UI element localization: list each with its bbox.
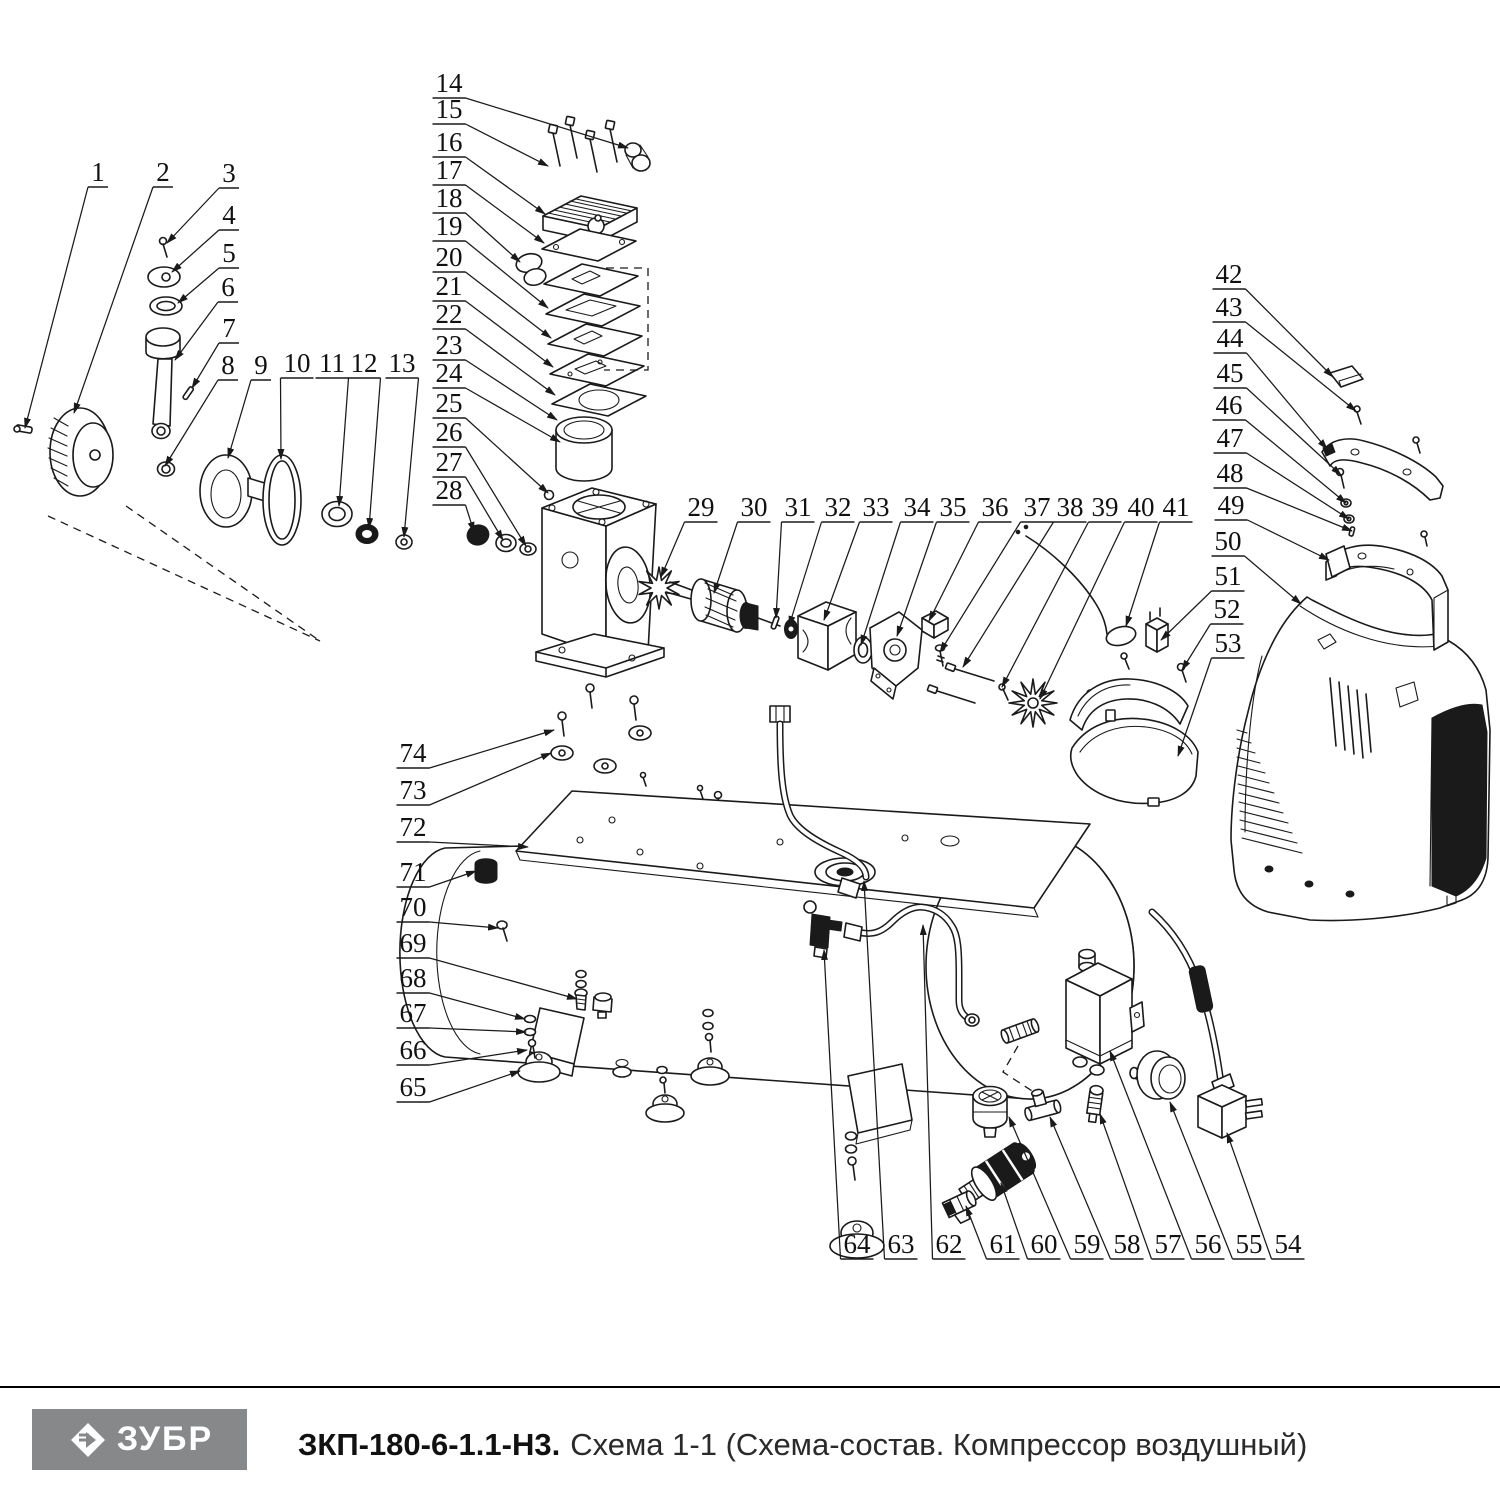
part-head-bolts-15 (548, 116, 617, 172)
svg-text:38: 38 (1056, 492, 1084, 522)
svg-text:6: 6 (221, 272, 235, 302)
svg-text:39: 39 (1091, 492, 1119, 522)
svg-text:30: 30 (740, 492, 768, 522)
svg-text:12: 12 (350, 348, 378, 378)
part-gasket-20 (546, 294, 640, 326)
part-piston-rod-6 (146, 328, 180, 439)
part-housing-50 (1231, 597, 1490, 921)
svg-text:37: 37 (1023, 492, 1051, 522)
svg-text:50: 50 (1214, 526, 1242, 556)
schema-title (298, 1388, 1307, 1500)
part-bushing-71 (475, 859, 497, 884)
svg-text:62: 62 (935, 1229, 963, 1259)
part-key-31 (771, 616, 780, 630)
svg-text:69: 69 (399, 928, 427, 958)
svg-text:23: 23 (435, 330, 463, 360)
svg-text:28: 28 (435, 475, 463, 505)
model-number: ЗКП-180-6-1.1-Н3. (298, 1427, 561, 1462)
svg-text:47: 47 (1216, 423, 1244, 453)
callout-11 (316, 348, 349, 506)
svg-text:61: 61 (989, 1229, 1017, 1259)
svg-text:67: 67 (399, 998, 427, 1028)
svg-text:54: 54 (1274, 1229, 1302, 1259)
part-reed-plate-22 (550, 354, 644, 386)
part-screw-39 (999, 684, 1008, 700)
callout-10 (281, 348, 314, 459)
part-washer-13 (396, 535, 412, 549)
part-rubber-foot-b (646, 1095, 684, 1122)
svg-text:13: 13 (388, 348, 416, 378)
svg-text:16: 16 (435, 127, 463, 157)
callout-72 (397, 812, 529, 847)
svg-text:49: 49 (1217, 490, 1245, 520)
svg-text:18: 18 (435, 183, 463, 213)
part-ring-10 (263, 455, 301, 545)
svg-text:53: 53 (1214, 628, 1242, 658)
svg-text:21: 21 (435, 271, 463, 301)
svg-text:3: 3 (222, 158, 236, 188)
svg-text:9: 9 (254, 350, 268, 380)
part-mount-hardware-73-74 (551, 684, 722, 808)
part-valve-plate-19 (544, 264, 638, 296)
callout-28 (433, 475, 475, 532)
part-pad-42 (1330, 366, 1363, 387)
svg-text:31: 31 (784, 492, 812, 522)
footer (0, 1386, 1500, 1500)
svg-text:60: 60 (1030, 1229, 1058, 1259)
svg-text:2: 2 (156, 157, 170, 187)
svg-text:36: 36 (981, 492, 1009, 522)
svg-text:29: 29 (687, 492, 715, 522)
svg-text:66: 66 (399, 1035, 427, 1065)
part-seal-ring-5 (150, 297, 182, 315)
callout-12 (348, 348, 381, 528)
part-screw-37 (936, 645, 945, 666)
brand-name: ЗУБР (116, 1420, 214, 1458)
part-fan-pulley-2 (48, 408, 113, 496)
svg-text:71: 71 (399, 857, 427, 887)
svg-text:70: 70 (399, 892, 427, 922)
part-cylinder-sleeve-24 (556, 417, 612, 481)
svg-text:17: 17 (435, 155, 463, 185)
callout-29 (661, 492, 718, 577)
svg-text:52: 52 (1213, 594, 1241, 624)
callout-8 (165, 350, 238, 466)
svg-text:41: 41 (1162, 492, 1190, 522)
svg-text:8: 8 (221, 350, 235, 380)
svg-text:27: 27 (435, 447, 463, 477)
svg-text:64: 64 (843, 1229, 871, 1259)
part-connector-51 (1146, 608, 1168, 652)
svg-text:32: 32 (824, 492, 852, 522)
part-brush-holder-36 (922, 611, 948, 638)
part-filter-59 (973, 1087, 1007, 1138)
part-crankshaft-9 (200, 455, 272, 527)
part-intake-fitting-18 (514, 251, 548, 288)
svg-text:7: 7 (222, 313, 236, 343)
brand-diamond-icon (66, 1418, 110, 1462)
part-through-bolts-38 (927, 663, 994, 703)
part-gasket-23 (552, 384, 646, 416)
callout-1 (25, 157, 108, 428)
svg-text:55: 55 (1235, 1229, 1263, 1259)
svg-text:57: 57 (1154, 1229, 1182, 1259)
svg-text:19: 19 (435, 211, 463, 241)
svg-text:59: 59 (1073, 1229, 1101, 1259)
svg-text:58: 58 (1113, 1229, 1141, 1259)
svg-text:43: 43 (1215, 292, 1243, 322)
part-gauge-55 (1130, 1051, 1185, 1099)
part-cord-plug-54 (1152, 912, 1262, 1138)
svg-text:56: 56 (1194, 1229, 1222, 1259)
part-plug-28 (464, 522, 492, 548)
part-washer-4 (148, 267, 180, 287)
part-washer-12 (356, 525, 378, 544)
svg-text:34: 34 (903, 492, 931, 522)
callout-40 (1040, 492, 1158, 699)
part-head-gasket-17 (542, 229, 636, 261)
svg-text:5: 5 (222, 238, 236, 268)
callout-30 (714, 492, 771, 593)
part-key-pin-1 (14, 425, 32, 434)
svg-text:40: 40 (1127, 492, 1155, 522)
part-valve-plate-21 (548, 324, 642, 356)
svg-text:33: 33 (862, 492, 890, 522)
part-bearing-32 (785, 620, 798, 639)
brand-logo (32, 1409, 247, 1470)
svg-text:20: 20 (435, 242, 463, 272)
svg-text:46: 46 (1215, 390, 1243, 420)
part-screw-43 (1354, 406, 1361, 424)
svg-text:68: 68 (399, 963, 427, 993)
part-cooling-fan-40 (1009, 679, 1057, 727)
svg-text:24: 24 (435, 358, 463, 388)
svg-text:65: 65 (399, 1072, 427, 1102)
part-rotor-30 (670, 579, 780, 632)
svg-text:10: 10 (283, 348, 311, 378)
svg-text:63: 63 (887, 1229, 915, 1259)
part-bearing-11 (322, 502, 352, 527)
callout-31 (776, 492, 815, 618)
svg-text:51: 51 (1214, 561, 1242, 591)
svg-text:15: 15 (435, 94, 463, 124)
svg-text:35: 35 (939, 492, 967, 522)
part-washer-26 (520, 543, 536, 555)
part-bearing-34 (854, 637, 872, 663)
svg-text:44: 44 (1216, 323, 1244, 353)
part-seal-27 (496, 535, 516, 552)
svg-text:73: 73 (399, 775, 427, 805)
callout-13 (386, 348, 419, 537)
svg-text:74: 74 (399, 738, 427, 768)
svg-text:26: 26 (435, 417, 463, 447)
part-elbow-fitting-14 (625, 143, 650, 171)
svg-text:14: 14 (435, 68, 463, 98)
svg-text:25: 25 (435, 388, 463, 418)
part-pin-48 (1349, 527, 1427, 546)
svg-text:11: 11 (319, 348, 345, 378)
svg-text:22: 22 (435, 299, 463, 329)
part-motor-covers-53 (1070, 679, 1198, 806)
part-screw-3 (160, 238, 168, 258)
callout-65 (397, 1071, 521, 1102)
svg-text:45: 45 (1216, 358, 1244, 388)
svg-text:4: 4 (222, 200, 236, 230)
svg-text:42: 42 (1215, 259, 1243, 289)
part-end-bracket-35 (870, 612, 922, 699)
part-pin-7 (182, 386, 194, 400)
svg-text:1: 1 (91, 157, 105, 187)
schema-subtitle: Схема 1-1 (Схема-состав. Компрессор воздушный) (570, 1427, 1308, 1462)
svg-text:72: 72 (399, 812, 427, 842)
svg-text:48: 48 (1216, 458, 1244, 488)
